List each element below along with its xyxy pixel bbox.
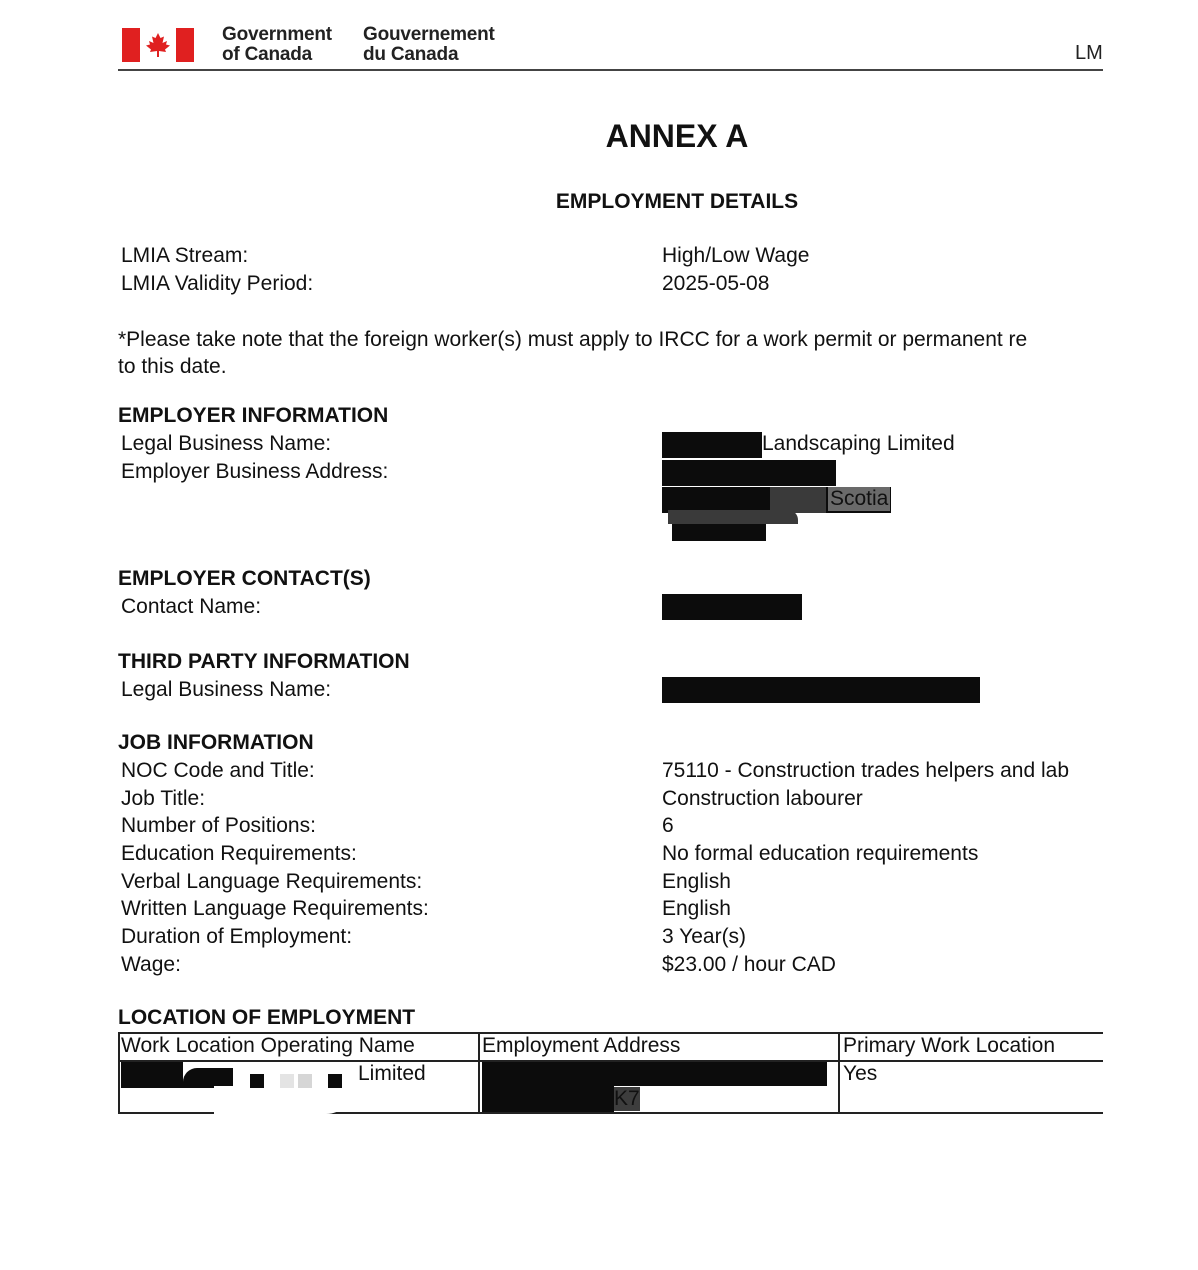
job-row-value: English <box>662 897 731 920</box>
job-row-value: English <box>662 870 731 893</box>
primary-location-value: Yes <box>843 1062 878 1085</box>
table-divider <box>838 1032 840 1114</box>
gouvernement-du-canada-wordmark <box>363 25 495 65</box>
job-row-value: No formal education requirements <box>662 842 979 865</box>
employer-contact-heading: EMPLOYER CONTACT(S) <box>118 567 371 590</box>
third-party-legal-name-label: Legal Business Name: <box>121 678 332 701</box>
column-header-employment-address: Employment Address <box>482 1034 681 1057</box>
redaction-block <box>121 1062 183 1088</box>
job-row-value: 75110 - Construction trades helpers and lab <box>662 759 1070 782</box>
job-row-label: Education Requirements: <box>121 842 357 865</box>
gov-en-line1: Government <box>222 24 332 45</box>
gov-fr-line2: du Canada <box>363 44 459 65</box>
page-title: ANNEX A <box>605 118 749 154</box>
note-line-2: to this date. <box>118 355 227 378</box>
redaction-block <box>482 1062 827 1086</box>
job-row-label: Duration of Employment: <box>121 925 353 948</box>
lmia-stream-value: High/Low Wage <box>662 244 810 267</box>
lmia-validity-value: 2025-05-08 <box>662 272 770 295</box>
redaction-block <box>328 1074 342 1088</box>
work-permit-note <box>118 326 1103 380</box>
job-information-heading: JOB INFORMATION <box>118 731 314 754</box>
redaction-block <box>662 594 802 620</box>
job-row-label: Verbal Language Requirements: <box>121 870 423 893</box>
legal-business-name-value: Landscaping Limited <box>762 432 955 455</box>
redaction-block <box>183 1068 233 1088</box>
employer-address-label: Employer Business Address: <box>121 460 389 483</box>
redaction-block <box>482 1086 614 1112</box>
table-divider <box>478 1032 480 1114</box>
header-divider <box>118 69 1103 71</box>
job-row-label: NOC Code and Title: <box>121 759 315 782</box>
lmia-validity-label: LMIA Validity Period: <box>121 272 314 295</box>
location-heading: LOCATION OF EMPLOYMENT <box>118 1006 416 1029</box>
address-province-value: Scotia <box>830 487 889 510</box>
employment-address-value: K7 <box>614 1087 640 1110</box>
legal-business-name-label: Legal Business Name: <box>121 432 332 455</box>
smudge-block <box>214 1086 354 1114</box>
column-header-operating-name: Work Location Operating Name <box>121 1034 415 1057</box>
job-row-label: Wage: <box>121 953 181 976</box>
redaction-block <box>662 677 980 703</box>
gov-fr-line1: Gouvernement <box>363 24 495 45</box>
smudge-block <box>298 1074 312 1088</box>
job-row-value: Construction labourer <box>662 787 863 810</box>
note-line-1: *Please take note that the foreign worker(s) must apply to IRCC for a work permit or permanent re <box>118 328 1028 351</box>
job-row-value: $23.00 / hour CAD <box>662 953 836 976</box>
canada-flag-icon <box>122 28 194 62</box>
redaction-block <box>250 1074 264 1088</box>
job-row-label: Job Title: <box>121 787 206 810</box>
redaction-block <box>672 524 766 541</box>
redaction-block <box>662 460 836 486</box>
operating-name-value: Limited <box>358 1062 426 1085</box>
lmia-stream-label: LMIA Stream: <box>121 244 249 267</box>
smudge-block <box>280 1074 294 1088</box>
page-subtitle: EMPLOYMENT DETAILS <box>555 190 799 213</box>
redaction-block <box>668 510 798 524</box>
third-party-heading: THIRD PARTY INFORMATION <box>118 650 410 673</box>
government-of-canada-wordmark <box>222 25 332 65</box>
column-header-primary-location: Primary Work Location <box>843 1034 1056 1057</box>
redaction-block <box>662 432 762 458</box>
job-row-label: Number of Positions: <box>121 814 316 837</box>
job-row-label: Written Language Requirements: <box>121 897 429 920</box>
job-row-value: 6 <box>662 814 674 837</box>
job-row-value: 3 Year(s) <box>662 925 747 948</box>
document-code: LM <box>1075 42 1103 64</box>
gov-en-line2: of Canada <box>222 44 313 65</box>
employer-information-heading: EMPLOYER INFORMATION <box>118 404 389 427</box>
contact-name-label: Contact Name: <box>121 595 262 618</box>
